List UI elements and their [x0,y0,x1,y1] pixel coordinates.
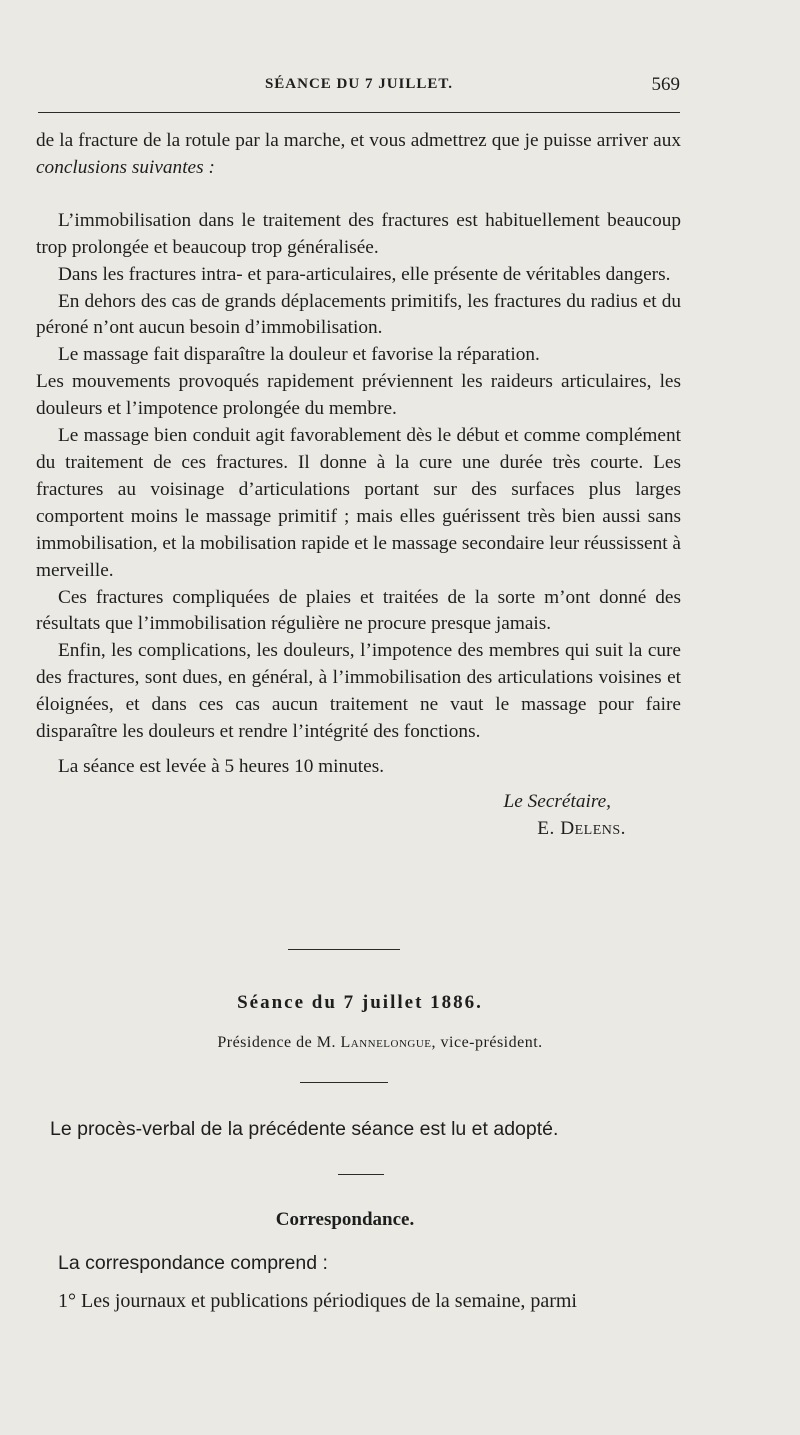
correspondance-divider [338,1174,384,1175]
signature-role: Le Secrétaire, [503,790,611,812]
paragraph-continuation-text: de la fracture de la rotule par la marche, et vous admettrez que je puisse arriver aux [36,130,681,151]
session-heading: Séance du 7 juillet 1886. [237,992,483,1013]
presidence-prefix: Présidence de M. [217,1034,341,1051]
signature-name: E. Delens. [537,817,626,839]
running-head [38,76,680,100]
paragraph-continuation [36,128,681,182]
paragraph-massage-conduit: Le massage bien conduit agit favorablement dès le début et comme complément du traitement de ces fractures. Il donne à la cure une durée très courte. Les fractures au voisinage d’articulations portant sur des surfaces plus larges comportent moins le massage primitif ; mais elles guérissent très bien aussi sans immobilisation, et la mobilisation rapide et le massage secondaire leur réussissent à merveille. [36,425,681,581]
presidence-name: Lannelongue [340,1034,432,1051]
paragraph-massage: Le massage fait disparaître la douleur et favorise la réparation. [58,344,540,366]
header-rule [38,112,680,113]
conclusions-emphasis: conclusions suivantes : [36,156,215,178]
body-text [36,128,681,843]
presidence-suffix: , vice-président. [431,1034,543,1051]
paragraph-immobilisation: L’immobilisation dans le traitement des fractures est habituellement beaucoup trop prolongée et beaucoup trop généralisée. [36,209,681,258]
paragraph-mouvements: Les mouvements provoqués rapidement préviennent les raideurs articulaires, les douleurs et l’impotence prolongée du membre. [36,371,681,420]
paragraph-intra-articulaires: Dans les fractures intra- et para-articulaires, elle présente de véritables dangers. [58,263,671,285]
correspondance-intro: La correspondance comprend : [58,1252,328,1274]
closing-line: La séance est levée à 5 heures 10 minutes. [58,755,385,777]
section-divider [288,949,400,950]
correspondance-item-1: 1° Les journaux et publications périodiques de la semaine, parmi [58,1290,577,1312]
correspondance-heading: Correspondance. [275,1209,415,1230]
paragraph-deplacements: En dehors des cas de grands déplacements primitifs, les fractures du radius et du péroné n’ont aucun besoin d’immobilisation. [36,290,681,339]
paragraph-fractures-compliquees: Ces fractures compliquées de plaies et traitées de la sorte m’ont donné des résultats que l’immobilisation régulière ne procure presque jamais. [36,586,681,635]
page-number: 569 [651,74,680,95]
proces-verbal-line: Le procès-verbal de la précédente séance est lu et adopté. [50,1118,559,1140]
presidence-divider [300,1082,388,1083]
presidence-line [0,1034,760,1052]
paragraph-complications: Enfin, les complications, les douleurs, l’impotence des membres qui suit la cure des fractures, sont dues, en général, à l’immobilisation des articulations voisines et éloignées, et dans ces cas aucun traitement ne vaut le massage pour faire disparaître les douleurs et rendre l’intégrité des fonctions. [36,640,681,743]
running-title: SÉANCE DU 7 JUILLET. [264,76,454,92]
